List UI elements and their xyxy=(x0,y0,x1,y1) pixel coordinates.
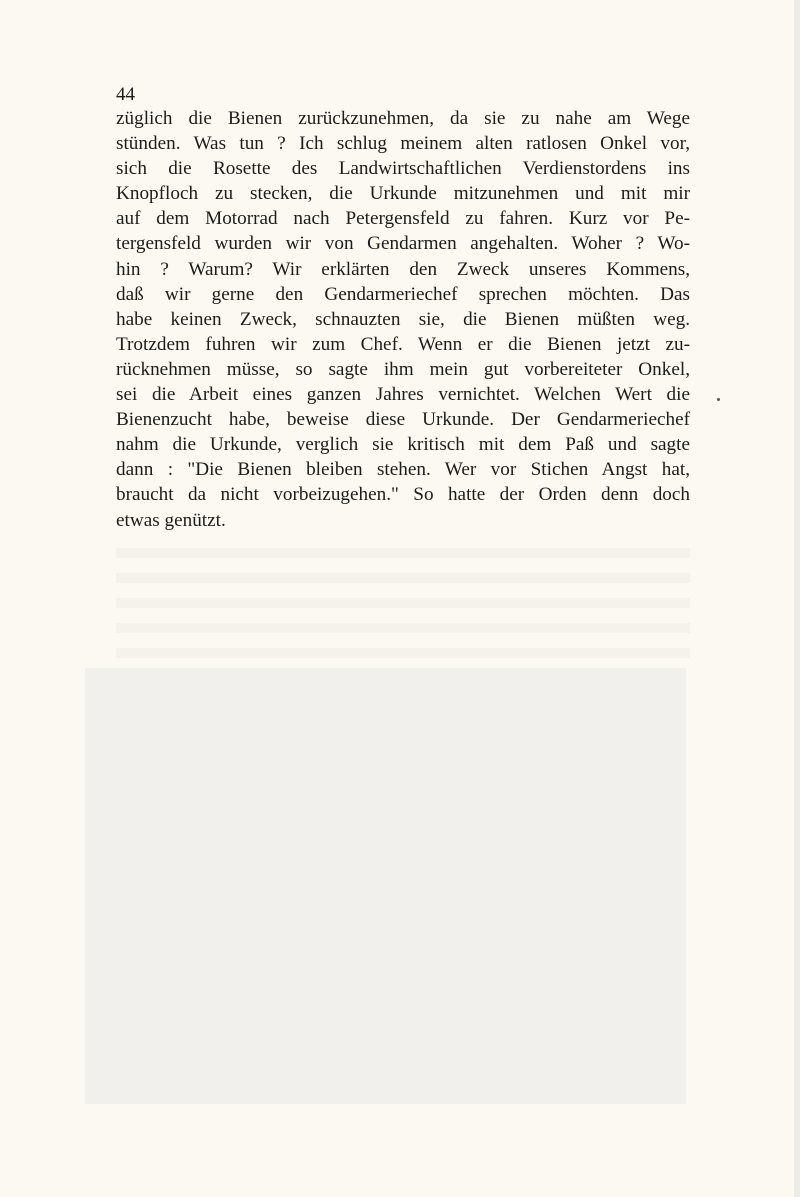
text-line: dann : "Die Bienen bleiben stehen. Wer vor Stichen Angst hat, xyxy=(116,459,690,481)
text-line: auf dem Motorrad nach Petergensfeld zu fahren. Kurz vor Pe- xyxy=(116,208,690,230)
text-line: Trotzdem fuhren wir zum Chef. Wenn er die Bienen jetzt zu- xyxy=(116,333,690,355)
page-edge xyxy=(794,0,800,1197)
text-line: daß wir gerne den Gendarmeriechef sprechen möchten. Das xyxy=(116,283,690,305)
text-line: stünden. Was tun ? Ich schlug meinem alten ratlosen Onkel vor, xyxy=(116,133,690,155)
text-line: Knopfloch zu stecken, die Urkunde mitzunehmen und mit mir xyxy=(116,183,690,205)
text-line: habe keinen Zweck, schnauzten sie, die Bienen müßten weg. xyxy=(116,308,690,330)
show-through-image-block xyxy=(85,668,686,1104)
text-line: sei die Arbeit eines ganzen Jahres vernichtet. Welchen Wert die xyxy=(116,384,690,406)
text-line: rücknehmen müsse, so sagte ihm mein gut vorbereiteter Onkel, xyxy=(116,358,690,380)
text-line: sich die Rosette des Landwirtschaftlichen Verdienstordens ins xyxy=(116,158,690,180)
text-line: braucht da nicht vorbeizugehen." So hatte der Orden denn doch xyxy=(116,484,690,506)
text-line: Bienenzucht habe, beweise diese Urkunde. Der Gendarmeriechef xyxy=(116,409,690,431)
text-line: tergensfeld wurden wir von Gendarmen angehalten. Woher ? Wo- xyxy=(116,233,690,255)
paper-speck xyxy=(717,398,720,401)
body-paragraph xyxy=(116,106,690,533)
text-line: etwas genützt. xyxy=(116,509,226,531)
text-line: hin ? Warum? Wir erklärten den Zweck unseres Kommens, xyxy=(116,258,690,280)
text-line: nahm die Urkunde, verglich sie kritisch mit dem Paß und sagte xyxy=(116,434,690,456)
page-number: 44 xyxy=(116,84,135,105)
text-line: züglich die Bienen zurückzunehmen, da sie zu nahe am Wege xyxy=(116,108,690,129)
show-through-text xyxy=(116,540,690,670)
